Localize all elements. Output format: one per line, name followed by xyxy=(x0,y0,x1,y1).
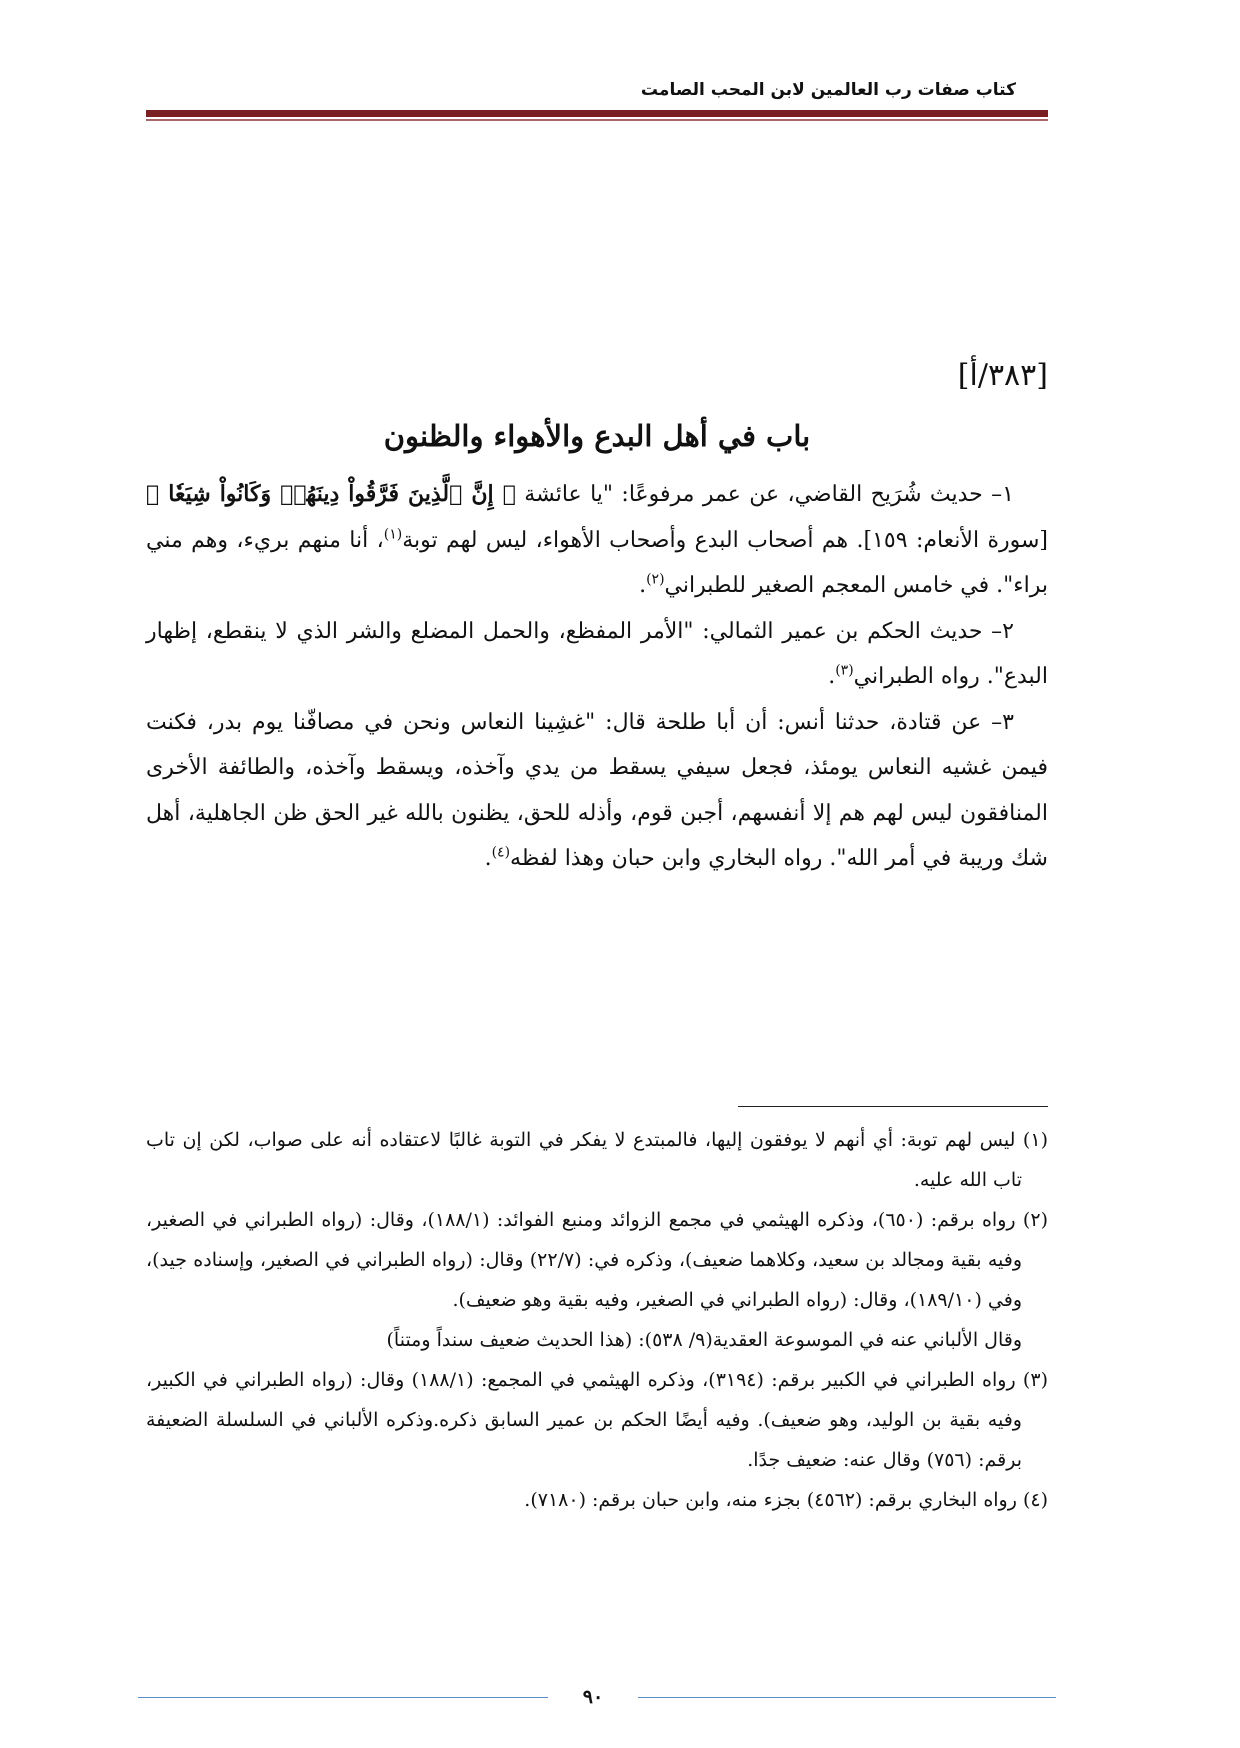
footnote-separator xyxy=(738,1106,1048,1107)
footnote-ref-2[interactable]: (٢) xyxy=(646,571,665,588)
main-text xyxy=(146,472,1048,882)
footer-rule-right xyxy=(638,1697,1056,1698)
footnote-4: (٤) رواه البخاري برقم: (٤٥٦٢) بجزء منه، وابن حبان برقم: (٧١٨٠). xyxy=(524,1489,1048,1511)
paragraph-text: [سورة الأنعام: ١٥٩]. هم أصحاب البدع وأصحاب الأهواء، ليس لهم توبة xyxy=(402,527,1048,553)
footnotes xyxy=(146,1120,1048,1520)
hadith-paragraph-3 xyxy=(146,700,1048,882)
footnote-ref-1[interactable]: (١) xyxy=(383,526,403,543)
footnote-3: (٣) رواه الطبراني في الكبير برقم: (٣١٩٤)، وذكره الهيثمي في المجمع: (١٨٨/١) وقال: (رواه الطبراني في الكبير، وفيه بقية بن الوليد، وهو ضعيف). وفيه أيضًا الحكم بن عمير السابق ذكره.وذكره الألباني في السلسلة الضعيفة برقم: (٧٥٦) وقال عنه: ضعيف جدًا. xyxy=(146,1369,1048,1471)
footer-rule-left xyxy=(138,1697,548,1698)
page-number: ٩٠ xyxy=(582,1686,604,1708)
paragraph-text: . xyxy=(639,573,647,598)
footnote-1: (١) ليس لهم توبة: أي أنهم لا يوفقون إليها، فالمبتدع لا يفكر في التوبة غالبًا لاعتقاده أنه على صواب، لكن إن تاب تاب الله عليه. xyxy=(146,1129,1048,1191)
footnote-2-continuation: وقال الألباني عنه في الموسوعة العقدية(٩/ ٥٣٨): (هذا الحديث ضعيف سنداً ومتناً) xyxy=(386,1329,1022,1351)
running-header-title: كتاب صفات رب العالمين لابن المحب الصامت xyxy=(640,80,1016,100)
hadith-paragraph-2 xyxy=(146,609,1048,700)
footnote-ref-3[interactable]: (٣) xyxy=(835,662,854,679)
paragraph-text: . xyxy=(484,846,492,871)
footnote-2: (٢) رواه برقم: (٦٥٠)، وذكره الهيثمي في مجمع الزوائد ومنبع الفوائد: (١٨٨/١)، وقال: (رواه الطبراني في الصغير، وفيه بقية ومجالد بن سعيد، وكلاهما ضعيف)، وذكره في: (٢٢/٧) وقال: (رواه الطبراني في الصغير، وإسناده جيد)، وفي (١٨٩/١٠)، وقال: (رواه الطبراني في الصغير، وفيه بقية وهو ضعيف). xyxy=(146,1209,1048,1311)
hadith-paragraph-1 xyxy=(146,472,1048,609)
header-rule-secondary xyxy=(146,119,1048,121)
paragraph-text: ٣– عن قتادة، حدثنا أنس: أن أبا طلحة قال: "غشِينا النعاس ونحن في مصافّنا يوم بدر، فكنت فيمن غشيه النعاس يومئذ، فجعل سيفي يسقط من يدي وآخذه، ويسقط وآخذه، والطائفة الأخرى المنافقون ليس لهم هم إلا أنفسهم، أجبن قوم، وأذله للحق، يظنون بالله غير الحق ظن الجاهلية، أهل شك وريبة في أمر الله". رواه البخاري وابن حبان وهذا لفظه xyxy=(146,709,1048,871)
paragraph-text: ٢– حديث الحكم بن عمير الثمالي: "الأمر المفظع، والحمل المضلع والشر الذي لا ينقطع، إظهار البدع". رواه الطبراني xyxy=(146,618,1048,689)
header-rule xyxy=(146,110,1048,117)
footnote-ref-4[interactable]: (٤) xyxy=(491,844,511,861)
paragraph-text: ١– حديث شُرَيح القاضي، عن عمر مرفوعًا: "يا عائشة xyxy=(515,482,1014,507)
paragraph-text: ، أنا منهم بريء، وهم مني براء". في خامس المعجم الصغير للطبراني xyxy=(146,527,1048,598)
paragraph-text: . xyxy=(828,664,836,689)
chapter-title: باب في أهل البدع والأهواء والظنون xyxy=(383,419,811,453)
quran-verse: ﴿ إِنَّ ٱلَّذِينَ فَرَّقُواْ دِينَهُمۡ وَكَانُواْ شِيَعٗا ﴾ xyxy=(146,481,516,507)
manuscript-folio-marker: [٣٨٣/أ] xyxy=(957,358,1048,393)
